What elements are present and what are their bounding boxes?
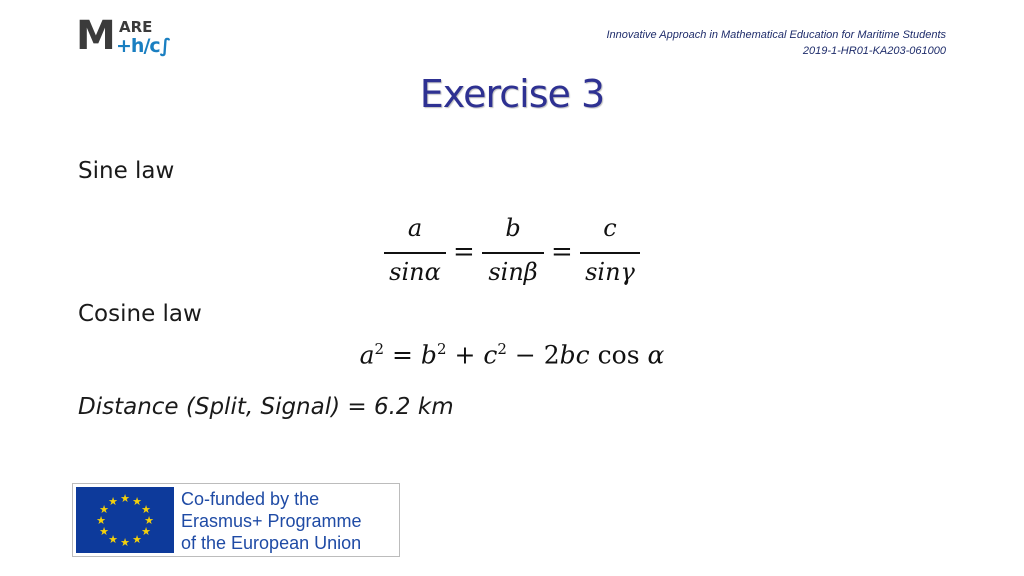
var-a: a [359, 340, 375, 370]
var-bc: bc [559, 340, 590, 370]
project-code: 2019-1-HR01-KA203-061000 [802, 45, 946, 57]
numerator: a [407, 214, 423, 242]
svg-text:★: ★ [141, 503, 151, 516]
cosine-law-label: Cosine law [78, 301, 202, 327]
logo-letter-m: M [76, 13, 114, 59]
svg-text:★: ★ [120, 536, 130, 549]
sine-law-label: Sine law [78, 158, 175, 184]
equals-sign: = [392, 340, 413, 370]
denominator: sinα [389, 258, 441, 286]
fraction-bar [482, 252, 544, 254]
coefficient: 2 [543, 340, 560, 370]
svg-text:★: ★ [141, 525, 151, 538]
logo-mathics: +h/c∫ [116, 35, 171, 57]
svg-text:★: ★ [108, 495, 118, 508]
eu-cofunded-badge [72, 483, 400, 557]
project-title: Innovative Approach in Mathematical Education for Maritime Students [606, 29, 946, 41]
svg-text:★: ★ [99, 525, 109, 538]
exponent: 2 [374, 340, 385, 358]
equals-sign: = [453, 237, 475, 267]
eu-flag-icon [76, 487, 174, 553]
numerator: b [505, 214, 521, 242]
mare-mathics-logo [76, 13, 196, 60]
exponent: 2 [436, 340, 447, 358]
eu-line-1: Co-funded by the [181, 489, 320, 509]
eu-line-3: of the European Union [181, 533, 362, 553]
svg-text:★: ★ [144, 514, 154, 527]
var-alpha: α [647, 340, 665, 370]
svg-text:★: ★ [99, 503, 109, 516]
svg-text:★: ★ [132, 533, 142, 546]
eu-stars [76, 487, 174, 553]
cosine-law-formula [0, 340, 1024, 369]
eu-caption [181, 488, 362, 554]
eu-line-2: Erasmus+ Programme [181, 511, 362, 531]
distance-result: Distance (Split, Signal) = 6.2 km [78, 394, 454, 420]
exponent: 2 [497, 340, 507, 358]
plus-sign: + [454, 340, 476, 370]
svg-text:★: ★ [132, 495, 142, 508]
denominator: sinβ [488, 258, 538, 286]
project-header [606, 27, 946, 59]
minus-sign: − [514, 340, 536, 370]
slide-title: Exercise 3 [419, 72, 605, 116]
svg-text:★: ★ [120, 492, 130, 505]
cos-function: cos [597, 340, 640, 370]
sine-law-formula [0, 214, 1024, 294]
fraction-bar [580, 252, 640, 254]
var-b: b [420, 340, 437, 370]
equals-sign: = [551, 237, 573, 267]
fraction-bar [384, 252, 446, 254]
svg-text:★: ★ [96, 514, 106, 527]
denominator: sinγ [585, 258, 635, 286]
logo-are: ARE [119, 18, 153, 36]
numerator: c [603, 214, 617, 242]
svg-text:★: ★ [108, 533, 118, 546]
var-c: c [483, 340, 498, 370]
